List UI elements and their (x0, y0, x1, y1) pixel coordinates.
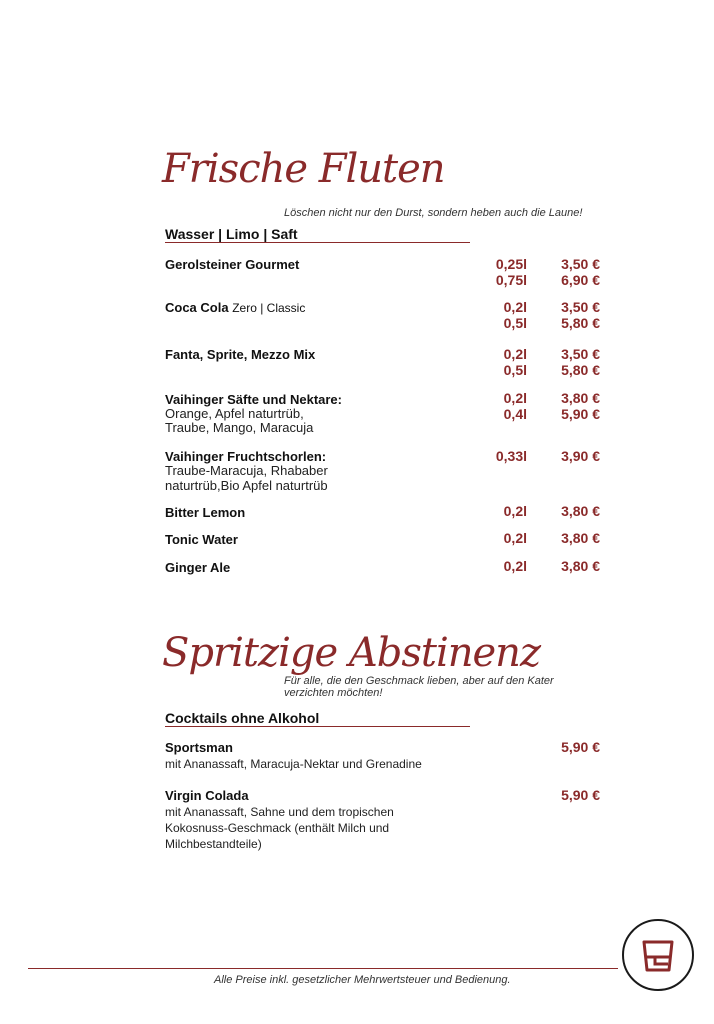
menu-item-description: mit Ananassaft, Maracuja-Nektar und Grenadine (165, 757, 422, 771)
section-heading: Wasser | Limo | Saft (165, 226, 298, 242)
menu-item-price: 5,80 € (561, 315, 600, 331)
menu-item-description: Traube, Mango, Maracuja (165, 420, 314, 435)
menu-item-name: Fanta, Sprite, Mezzo Mix (165, 347, 316, 362)
menu-item-description: Orange, Apfel naturtrüb, (165, 406, 304, 421)
menu-item-price: 5,80 € (561, 362, 600, 378)
menu-item-volume: 0,4l (503, 406, 527, 422)
menu-item-volume: 0,2l (503, 346, 527, 362)
section-tagline: Löschen nicht nur den Durst, sondern heben auch die Laune! (284, 207, 583, 219)
section-tagline: Für alle, die den Geschmack lieben, aber auf den Kater (284, 675, 554, 687)
menu-item-volume: 0,33l (495, 448, 527, 464)
menu-item-volume: 0,2l (503, 299, 527, 315)
footer-rule (28, 968, 618, 969)
section-title-spritzige-abstinenz: Spritzige Abstinenz (162, 630, 541, 676)
menu-item-price: 3,90 € (561, 448, 600, 464)
menu-item-volume: 0,5l (503, 315, 527, 331)
menu-item-price: 3,80 € (561, 503, 600, 519)
menu-item-name (165, 300, 305, 315)
menu-item-name: Vaihinger Säfte und Nektare: (165, 392, 342, 407)
menu-item-name: Vaihinger Fruchtschorlen: (165, 449, 327, 464)
menu-item-price: 6,90 € (561, 272, 600, 288)
footer-note: Alle Preise inkl. gesetzlicher Mehrwertsteuer und Bedienung. (214, 974, 511, 986)
section-rule (165, 726, 470, 727)
menu-item-variant: Zero | Classic (232, 301, 306, 315)
menu-item-price: 3,50 € (561, 346, 600, 362)
menu-item-volume: 0,25l (495, 256, 527, 272)
menu-item-price: 3,80 € (561, 390, 600, 406)
glass-icon (621, 918, 695, 992)
menu-item-name: Sportsman (165, 740, 233, 755)
menu-item-volume: 0,2l (503, 390, 527, 406)
menu-item-description: mit Ananassaft, Sahne und dem tropischen (165, 805, 394, 819)
menu-item-name-text: Coca Cola (165, 300, 229, 315)
menu-item-volume: 0,5l (503, 362, 527, 378)
menu-item-description: Milchbestandteile) (165, 837, 262, 851)
menu-item-name: Virgin Colada (165, 788, 249, 803)
menu-item-volume: 0,75l (495, 272, 527, 288)
menu-item-name: Bitter Lemon (165, 505, 246, 520)
menu-item-description: Traube-Maracuja, Rhababer (165, 463, 328, 478)
logo (621, 918, 695, 992)
section-heading: Cocktails ohne Alkohol (165, 710, 320, 726)
menu-item-price: 5,90 € (561, 787, 600, 803)
section-rule (165, 242, 470, 243)
menu-item-name: Ginger Ale (165, 560, 231, 575)
menu-item-volume: 0,2l (503, 503, 527, 519)
section-tagline: verzichten möchten! (284, 687, 383, 699)
menu-item-price: 3,50 € (561, 256, 600, 272)
menu-item-price: 3,80 € (561, 530, 600, 546)
menu-item-volume: 0,2l (503, 530, 527, 546)
menu-item-description: naturtrüb,Bio Apfel naturtrüb (165, 478, 328, 493)
menu-item-price: 5,90 € (561, 406, 600, 422)
menu-item-description: Kokosnuss-Geschmack (enthält Milch und (165, 821, 390, 835)
section-title-frische-fluten: Frische Fluten (162, 146, 445, 192)
menu-item-price: 3,80 € (561, 558, 600, 574)
menu-item-name: Tonic Water (165, 532, 238, 547)
menu-item-price: 5,90 € (561, 739, 600, 755)
menu-item-price: 3,50 € (561, 299, 600, 315)
menu-item-volume: 0,2l (503, 558, 527, 574)
menu-item-name: Gerolsteiner Gourmet (165, 257, 300, 272)
